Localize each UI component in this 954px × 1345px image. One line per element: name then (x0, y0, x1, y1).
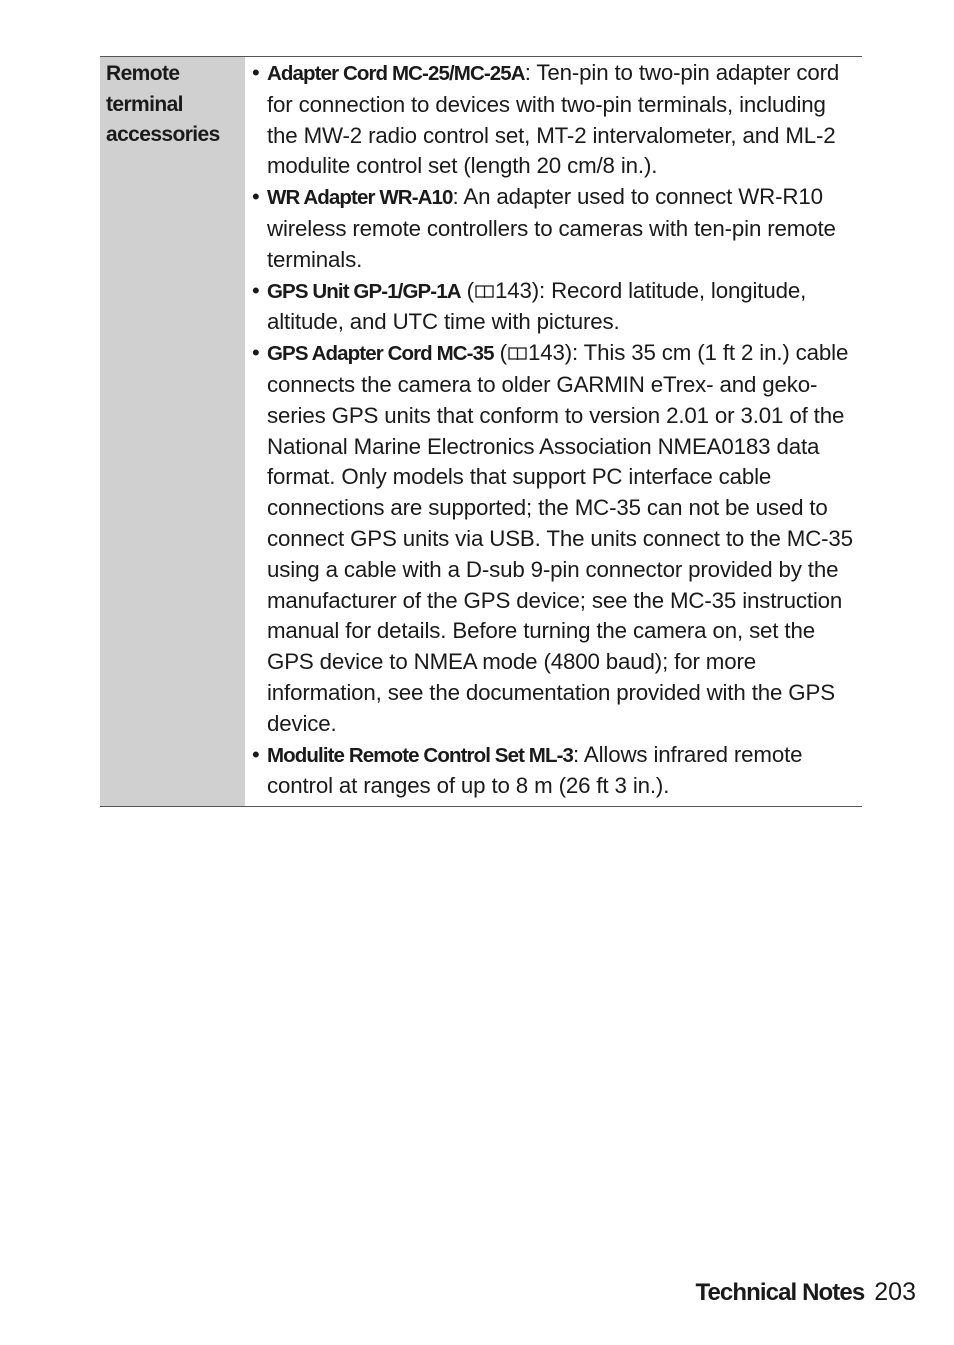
page-ref[interactable]: 143 (494, 277, 532, 303)
list-item (252, 338, 862, 739)
page-footer (696, 1278, 917, 1307)
item-text: ): Record latitude, longitude, altitude, and UTC time with pictures. (267, 277, 807, 335)
item-term: Adapter Cord MC-25/MC-25A (267, 62, 525, 85)
item-term: WR Adapter WR-A10 (267, 186, 453, 210)
page-number: 203 (874, 1278, 916, 1306)
bullet-icon: • (252, 277, 260, 303)
item-term: GPS Adapter Cord MC-35 (267, 342, 494, 366)
item-text: : Ten-pin to two-pin adapter cord for connection to devices with two-pin terminals, including the MW-2 radio control set, MT-2 intervalometer, and ML-2 modulite control set (length 20 cm/8 in.). (267, 60, 840, 179)
list-item (252, 740, 862, 803)
item-text: : Allows infrared remote control at ranges of up to 8 m (26 ft 3 in.). (267, 741, 803, 799)
row-label-line: accessories (106, 123, 220, 146)
spec-table (100, 56, 862, 807)
list-item (252, 182, 862, 275)
section-title: Technical Notes (695, 1279, 865, 1306)
item-term: Modulite Remote Control Set ML-3 (267, 743, 574, 767)
row-content (245, 57, 862, 806)
list-item (252, 58, 862, 182)
row-label (100, 57, 245, 806)
item-pre: ( (493, 340, 507, 366)
row-label-line: Remote (106, 62, 180, 85)
bullet-icon: • (252, 184, 260, 210)
item-text: : An adapter used to connect WR-R10 wireless remote controllers to cameras with ten-pin remote terminals. (267, 184, 836, 272)
item-term: GPS Unit GP-1/GP-1A (267, 279, 461, 303)
bullet-icon: • (252, 340, 260, 366)
book-icon (475, 284, 494, 299)
item-text: ): This 35 cm (1 ft 2 in.) cable connects the camera to older GARMIN eTrex- and geko-series GPS units that conform to version 2.01 or 3.01 of the National Marine Electronics Association NMEA0183 data format. Only models that support PC interface cable connections are supported; the MC-35 can not be used to connect GPS units via USB. The units connect to the MC-35 using a cable with a D-sub 9-pin connector provided by the manufacturer of the GPS device; see the MC-35 instruction manual for details. Before turning the camera on, set the GPS device to NMEA mode (4800 baud); for more information, see the documentation provided with the GPS device. (267, 340, 853, 736)
list-item (252, 276, 862, 339)
page-ref[interactable]: 143 (527, 340, 565, 366)
item-pre: ( (460, 277, 474, 303)
bullet-icon: • (252, 741, 260, 767)
book-icon (508, 346, 527, 361)
row-label-line: terminal (106, 92, 183, 116)
bullet-icon: • (252, 60, 260, 85)
